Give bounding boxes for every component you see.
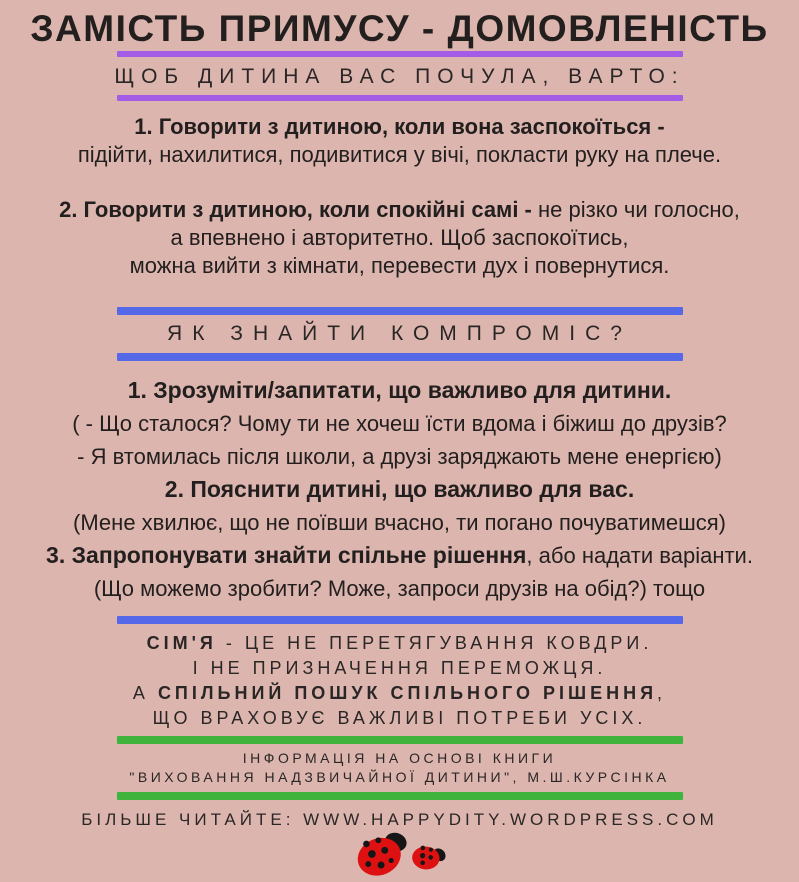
advice-1-line-1 (0, 113, 799, 141)
source-line-1: ІНФОРМАЦІЯ НА ОСНОВІ КНИГИ (242, 750, 557, 766)
divider-blue-quote (117, 616, 683, 624)
section-hear-heading: ЩОБ ДИТИНА ВАС ПОЧУЛА, ВАРТО: (114, 65, 685, 88)
advice-2-line-3: можна вийти з кімнати, перевести дух і повернутися. (129, 253, 670, 278)
step-3-title (0, 539, 799, 572)
divider-blue-top (117, 307, 683, 315)
step-3-lead: 3. Запропонувати знайти спільне рішення (46, 542, 527, 568)
section-compromise-header (0, 307, 799, 361)
step-2-title (0, 473, 799, 506)
step-2-example: (Мене хвилює, що не поївши вчасно, ти погано почуватимешся) (73, 510, 726, 535)
source-line-2: "ВИХОВАННЯ НАДЗВИЧАЙНОЇ ДИТИНИ", М.Ш.КУРСІНКА (129, 769, 670, 785)
step-3-example: (Що можемо зробити? Може, запроси друзів на обід?) тощо (93, 576, 706, 601)
advice-2-line-2: а впевнено і авторитетно. Щоб заспокоїтись, (170, 225, 629, 250)
ladybug-icon (356, 832, 408, 881)
divider-purple-top (117, 51, 683, 57)
quote-line-1-bold: СІМ'Я (146, 633, 217, 653)
ladybug-icon (405, 837, 449, 881)
step-1-title (0, 374, 799, 407)
family-quote (0, 631, 799, 731)
quote-line-3-post: , (657, 683, 667, 703)
divider-blue-bottom (117, 353, 683, 361)
quote-line-2: І НЕ ПРИЗНАЧЕННЯ ПЕРЕМОЖЦЯ. (192, 658, 607, 678)
quote-line-3 (0, 681, 799, 706)
quote-line-4: ЩО ВРАХОВУЄ ВАЖЛИВІ ПОТРЕБИ УСІХ. (152, 708, 647, 728)
advice-item-1 (0, 113, 799, 169)
divider-green-bottom (117, 792, 683, 800)
divider-purple-bottom (117, 95, 683, 101)
quote-line-3-bold: СПІЛЬНИЙ ПОШУК СПІЛЬНОГО РІШЕННЯ (157, 683, 658, 703)
advice-1-lead: 1. Говорити з дитиною, коли вона заспокоїться - (134, 114, 665, 139)
advice-2-lead: 2. Говорити з дитиною, коли спокійні самі - (59, 197, 532, 222)
advice-2-lead-rest: не різко чи голосно, (531, 197, 740, 222)
ladybug-decoration (0, 832, 799, 876)
poster-title: ЗАМІСТЬ ПРИМУСУ - ДОМОВЛЕНІСТЬ (30, 8, 769, 49)
compromise-steps (0, 374, 799, 605)
advice-2-line-1 (0, 196, 799, 224)
step-1-example-line-1: ( - Що сталося? Чому ти не хочеш їсти вдома і біжиш до друзів? (72, 411, 727, 436)
quote-line-3-pre: А (132, 683, 158, 703)
source-info (0, 749, 799, 787)
read-more-url: БІЛЬШЕ ЧИТАЙТЕ: WWW.HAPPYDITY.WORDPRESS.COM (81, 810, 718, 829)
quote-line-1 (0, 631, 799, 656)
step-2-lead: 2. Пояснити дитині, що важливо для вас. (164, 476, 635, 502)
section-compromise-heading: ЯК ЗНАЙТИ КОМПРОМІС? (167, 322, 632, 345)
advice-1-line-2: підійти, нахилитися, подивитися у вічі, покласти руку на плече. (77, 142, 722, 167)
step-3-rest: , або надати варіанти. (526, 543, 753, 568)
divider-green-top (117, 736, 683, 744)
step-1-lead: 1. Зрозуміти/запитати, що важливо для дитини. (127, 377, 672, 403)
advice-item-2 (0, 196, 799, 280)
step-1-example-line-2: - Я втомилась після школи, а друзі заряджають мене енергією) (77, 444, 722, 469)
quote-line-1-rest: - ЦЕ НЕ ПЕРЕТЯГУВАННЯ КОВДРИ. (216, 633, 653, 653)
